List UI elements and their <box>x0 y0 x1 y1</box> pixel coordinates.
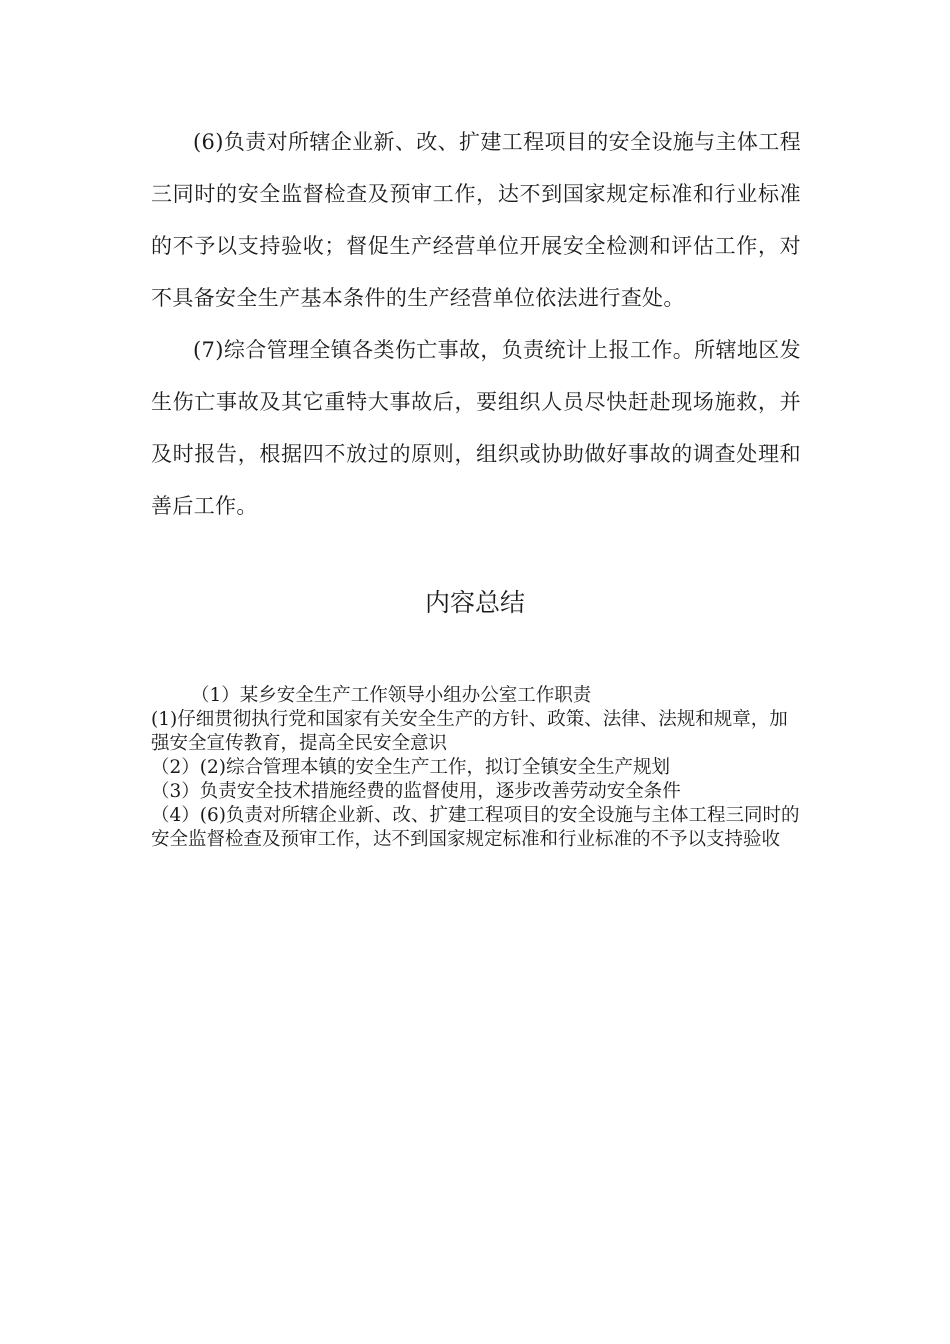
summary-item: （4）(6)负责对所辖企业新、改、扩建工程项目的安全设施与主体工程三同时的安全监督检查及预审工作，达不到国家规定标准和行业标准的不予以支持验收 <box>151 805 800 850</box>
summary-item: （2）(2)综合管理本镇的安全生产工作，拟订全镇安全生产规划 <box>151 757 670 778</box>
summary-list <box>151 684 803 852</box>
summary-item: （1）某乡安全生产工作领导小组办公室工作职责 <box>191 685 592 706</box>
body-paragraph: (6)负责对所辖企业新、改、扩建工程项目的安全设施与主体工程三同时的安全监督检查及预审工作，达不到国家规定标准和行业标准的不予以支持验收；督促生产经营单位开展安全检测和评估工作，对不具备安全生产基本条件的生产经营单位依法进行查处。 <box>151 130 801 310</box>
body-paragraph: (7)综合管理全镇各类伤亡事故，负责统计上报工作。所辖地区发生伤亡事故及其它重特大事故后，要组织人员尽快赶赴现场施救，并及时报告，根据四不放过的原则，组织或协助做好事故的调查处理和善后工作。 <box>151 338 801 518</box>
summary-item: (1)仔细贯彻执行党和国家有关安全生产的方针、政策、法律、法规和规章，加强安全宣传教育，提高全民安全意识 <box>151 709 788 754</box>
summary-title: 内容总结 <box>424 588 525 617</box>
summary-item: （3）负责安全技术措施经费的监督使用，逐步改善劳动安全条件 <box>151 781 681 802</box>
document-body <box>151 116 801 532</box>
